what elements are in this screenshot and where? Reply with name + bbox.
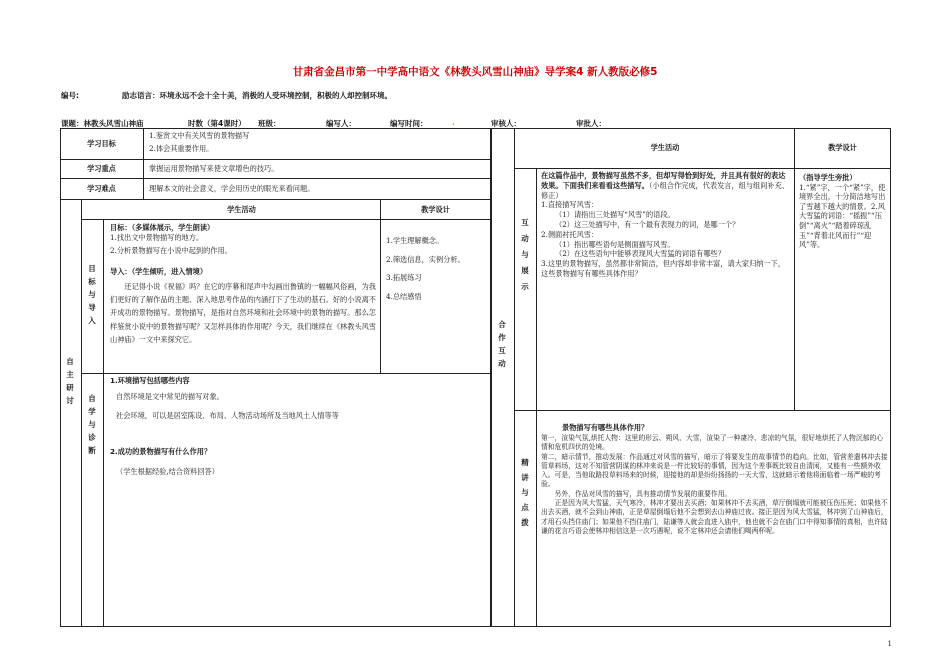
sec4-head: 景物描写有哪些具体作用？	[562, 423, 649, 432]
design-list	[386, 235, 486, 303]
class-label: 班级：	[258, 119, 281, 128]
design-item-2: 2.筛选信息，实例分析。	[386, 254, 465, 264]
sec3-line-2: （1）请指出三处描写“风雪”的语段。	[555, 210, 675, 220]
design-item-4: 4.总结感悟	[386, 291, 422, 301]
sec1-goal-head: 目标：（多媒体展示，学生朗读）	[110, 223, 215, 232]
sec2-a1b: 社会环境，可以是居室陈设、布局、人物活动场所及当地风土人情等等	[116, 411, 339, 420]
page-number: 1	[887, 640, 892, 648]
number-label: 编号:	[61, 91, 79, 100]
right-student-activity-head: 学生活动	[650, 143, 680, 152]
sec4-para-2: 第二，暗示情节，推动发展：作品通过对风雪的描写，暗示了将要发生的故事情节的趋向。比如，管营差遣林冲去接管草料场，这对不知管营阴谋的林冲来说是一件比较好的事情，因为这个差事既比较自由清闲，又能有一些额外收入。可是，当他取路投草料场来的时候，迎接他的却是纷纷扬扬的一天大雪，这就暗示着他将面临着一场严峻的考验。	[541, 452, 888, 489]
sec3-line-5: （1）指出哪些语句是侧面描写风雪。	[555, 239, 675, 249]
sec3-line-3: （2）这三处描写中，有一个最有表现力的词，是哪一个？	[555, 219, 740, 229]
document-title: 甘肃省金昌市第一中学高中语文《林教头风雪山神庙》导学案4 新人教版必修5	[292, 66, 658, 78]
sec3-line-4: 2.侧面衬托风雪：	[541, 229, 599, 239]
sec4-para-3: 另外，作品对风雪的描写，具有推动情节发展的重要作用。	[554, 489, 732, 498]
sec1-goal-1: 1.找出文中景物描写的地方。	[110, 233, 204, 242]
time-dot: .	[452, 118, 455, 127]
difficulty-label: 学习难点	[87, 184, 116, 193]
time-label: 编写时间：	[390, 119, 428, 128]
right-teaching-design-head: 教学设计	[828, 143, 857, 152]
left-student-activity-head: 学生活动	[227, 205, 256, 214]
sec2-a2: （学生根据经验,结合资料回答）	[116, 467, 219, 476]
sec3-intro: 在这篇作品中，景物描写虽然不多，但却写得恰到好处，并且具有很好的表达效果。下面我们来看看这些描写。	[541, 171, 786, 190]
sec3-line-7: 3.这里的景物描写，虽然都非常简洁，但内容却非常丰富，请大家归纳一下，这些景物描写有哪些具体作用？	[541, 259, 786, 278]
sec2-q1: 1.环境描写包括哪些内容	[110, 376, 190, 385]
explain-guide-label: 精 讲 与 点 拨	[521, 458, 529, 527]
topic: 课题：林教头风雪山神庙	[61, 119, 144, 128]
difficulty-text: 理解本文的社会意义，学会用历史的眼光来看问题。	[149, 184, 315, 193]
approver-label: 审批人：	[576, 119, 606, 128]
sec3-intro-note: （小组合作完成，代表发言，组与组间补充、修正）	[541, 180, 789, 200]
sec4-para-4: 正是因为风大雪猛，天气寒冷，林冲才要出去买酒；如果林冲不去买酒，草厅倒塌就可能被压伤压死；如果他不出去买酒，就不会到山神庙，正是草屋倒塌后他不会想到去山神庙过夜。接正是因为风大雪猛，林冲到了山神庙后，才用石头挡住庙门；如果他不挡住庙门，陆谦等人就会直进入庙中，他也就不会在庙门口中得知事情的真相，也许陆谦的花言巧语会使林冲相信这是一次巧遇呢，说不定林冲还会请他们喝两杯呢。	[541, 499, 888, 535]
sec4-para-1: 第一，渲染气氛,烘托人物：这里的形云、朔风、大雪，渲染了一种凄冷、悲凉的气氛，很好地烘托了人物沉郁的心情和危机四伏的处境。	[541, 434, 884, 452]
sec1-intro-body: 还记得小说《祝福》吗？在它的序幕和尾声中勾画出鲁镇的一幅幅风俗画，为我们更好的了解作品的主题、深入地思考作品的内涵打下了生动的基石。好的小说离不开成功的景物描写。景物描写，是指对自然环境和社会环境中的景物的描写。那么怎样鉴赏小说中的景物描写呢？又怎样具体的作用呢？今天，我们继续在《林教头风雪山神庙》一文中来探究它。	[110, 282, 376, 344]
sec3-design-head: （指导学生旁批）	[799, 173, 857, 182]
motto: 励志语言：环境永远不会十全十美，消极的人受环境控制，积极的人却控制环境。	[122, 91, 392, 100]
design-item-1: 1.学生理解概念。	[386, 236, 444, 245]
reviewer-label: 审核人：	[491, 119, 521, 128]
interact-show-label: 互 动 与 展 示	[521, 218, 529, 291]
sec3-line-1: 1.直接描写风雪：	[541, 200, 599, 210]
goal-1: 1.鉴赏文中有关风雪的景物描写	[149, 131, 250, 140]
sec1-goal-2: 2.分析景物描写在小说中起到的作用。	[110, 246, 232, 255]
sec2-q2: 2.成功的景物描写有什么作用？	[110, 447, 212, 456]
sec3-line-6: （2）在这些语句中能够表现风大雪猛的词语有哪些？	[555, 249, 725, 259]
sec3-design: 1.“紧”字，一个“紧”字，使境界全出，十分简洁地写出了雪越下越大的情景。2.风大雪猛的词语：“摇振”“压倒”“离火”“踏着碎琼乱玉”“背着北风而行”“迎风”等。	[799, 182, 886, 250]
sec2-a1a: 自然环境是文中常见的描写对象。	[116, 392, 224, 401]
sec1-intro-head: 导入：（学生倾听，进入情境）	[110, 267, 208, 276]
editor-label: 编写人：	[326, 119, 356, 128]
self-diagnosis-label: 自 学 与 诊 断	[88, 394, 96, 455]
key-text: 掌握运用景物描写来使文章增色的技巧。	[149, 164, 279, 173]
key-label: 学习重点	[87, 164, 116, 173]
goal-2: 2.体会其重要作用。	[149, 144, 214, 153]
design-item-3: 3.拓展练习	[386, 273, 422, 282]
self-study-label: 自 主 研 讨	[66, 357, 74, 405]
coop-label: 合 作 互 动	[498, 320, 506, 368]
period: 时数（第4课时）	[188, 119, 246, 128]
goal-intro-label: 目 标 与 导 入	[88, 264, 96, 325]
goal-label: 学习目标	[87, 139, 116, 148]
left-teaching-design-head: 教学设计	[421, 205, 450, 214]
